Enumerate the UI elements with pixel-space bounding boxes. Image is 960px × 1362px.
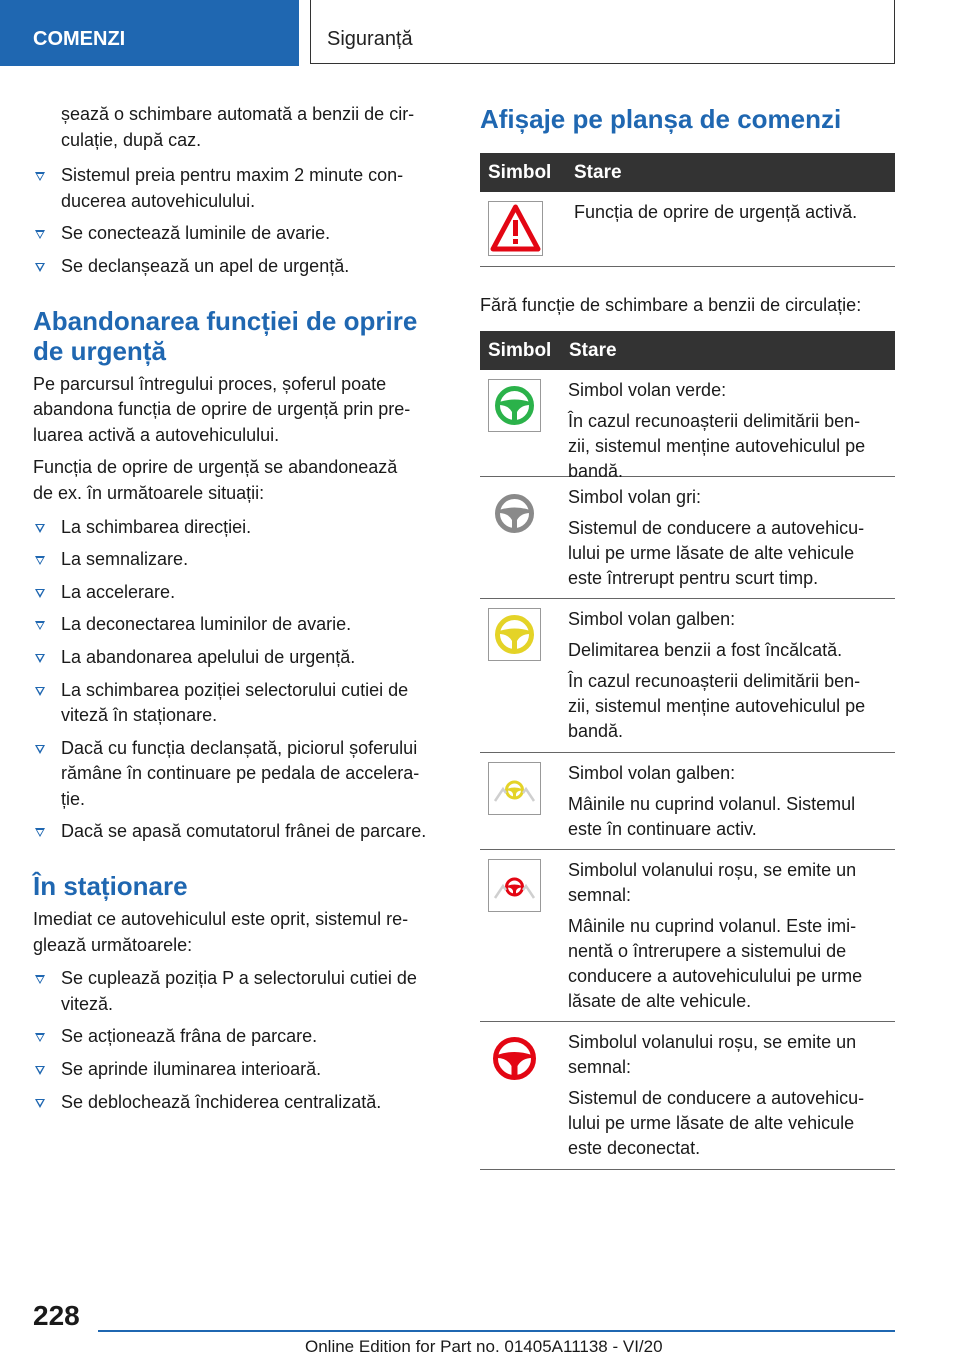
row-state: [568, 477, 895, 591]
list-item-text: Dacă cu funcția declanșată, piciorul șoferului rămâne în continuare pe pedala de accelera- ție.: [61, 737, 420, 809]
list-item-text: La deconectarea luminilor de avarie.: [61, 614, 352, 635]
row-state: [568, 1022, 895, 1161]
state-text: În cazul recunoașterii delimitării ben- zii, sistemul menține autovehiculul pe bandă.: [568, 410, 866, 481]
abort-heading: Abandonarea funcției de oprire de urgență: [33, 305, 418, 366]
topic-tab: Siguranță: [310, 0, 895, 64]
state-text: Sistemul de conducere a autovehicu- lului pe urme lăsate de alte vehicule este întrerupt pentru scurt timp.: [568, 517, 865, 588]
table-row: [480, 599, 895, 753]
list-item: [33, 515, 448, 541]
row-state: [568, 850, 895, 1014]
column-header-state: Stare: [574, 162, 622, 183]
left-column: [33, 102, 448, 1122]
bullet-triangle-icon: [35, 1099, 45, 1108]
list-item: [33, 1024, 448, 1050]
bullet-triangle-icon: [35, 524, 45, 533]
table-row: [480, 477, 895, 599]
list-item: [33, 254, 448, 280]
bullet-triangle-icon: [35, 654, 45, 663]
column-header-state: Stare: [569, 339, 617, 361]
list-item: [33, 645, 448, 671]
bullet-triangle-icon: [35, 621, 45, 630]
footer-divider: [98, 1330, 895, 1332]
edition-note: Online Edition for Part no. 01405A11138 - VI/20: [305, 1337, 663, 1356]
list-item: [33, 819, 448, 845]
list-item: [33, 1090, 448, 1116]
steering-wheel-red-hands-icon: [488, 859, 541, 912]
right-column: [480, 104, 895, 1170]
list-item-text: Se deblochează închiderea centralizată.: [61, 1091, 382, 1112]
bullet-triangle-icon: [35, 975, 45, 984]
list-item-text: Se conectează luminile de avarie.: [61, 223, 331, 244]
abort-paragraph-1: Pe parcursul întregului proces, șoferul poate abandona funcția de oprire de urgență prin pre- luarea activă a autovehiculului.: [33, 373, 411, 445]
abort-paragraph-2: Funcția de oprire de urgență se abandonează de ex. în următoarele situații:: [33, 457, 398, 503]
table-row: [480, 370, 895, 481]
row-state: [574, 192, 895, 225]
table-header: [480, 331, 895, 370]
list-item-text: Se cuplează poziția P a selectorului cutiei de viteză.: [61, 968, 417, 1014]
row-state: [568, 599, 895, 744]
list-item: [33, 678, 448, 729]
list-item-text: Dacă se apasă comutatorul frânei de parcare.: [61, 821, 427, 842]
state-title: Simbol volan galben:: [568, 762, 736, 783]
bullet-triangle-icon: [35, 263, 45, 272]
state-text: În cazul recunoașterii delimitării ben- zii, sistemul menține autovehiculul pe bandă.: [568, 670, 866, 741]
table-row: [480, 192, 895, 267]
steering-wheel-yellow-icon: [488, 608, 541, 661]
standstill-bullet-list: [33, 966, 448, 1115]
state-text: Mâinile nu cuprind volanul. Este imi- nentă o întrerupere a sistemului de conducere a autovehiculului pe urme lăsate de alte vehicule.: [568, 915, 863, 1011]
bullet-triangle-icon: [35, 172, 45, 181]
list-item: [33, 221, 448, 247]
list-item-text: Sistemul preia pentru maxim 2 minute con- ducerea autovehiculului.: [61, 165, 404, 211]
row-state: [568, 753, 895, 842]
list-item: [33, 163, 448, 214]
bullet-triangle-icon: [35, 1066, 45, 1075]
intro-continuation: șează o schimbare automată a benzii de cir- culație, după caz.: [61, 104, 415, 150]
table-row: [480, 850, 895, 1022]
standstill-paragraph: Imediat ce autovehiculul este oprit, sistemul re- glează următoarele:: [33, 909, 409, 955]
list-item-text: Se declanșează un apel de urgență.: [61, 255, 350, 276]
list-item: [33, 612, 448, 638]
list-item: [33, 547, 448, 573]
list-item-text: La schimbarea direcției.: [61, 516, 252, 537]
list-item-text: La schimbarea poziției selectorului cutiei de viteză în staționare.: [61, 679, 409, 726]
row-state: [568, 370, 895, 484]
steering-wheel-grey-icon: [488, 487, 541, 540]
state-text: Sistemul de conducere a autovehicu- lului pe urme lăsate de alte vehicule este deconectat.: [568, 1087, 865, 1158]
bullet-triangle-icon: [35, 589, 45, 598]
page-number: 228: [33, 1300, 80, 1331]
state-text: Mâinile nu cuprind volanul. Sistemul este în continuare activ.: [568, 793, 856, 839]
column-header-symbol: Simbol: [488, 339, 552, 361]
steering-wheel-yellow-hands-icon: [488, 762, 541, 815]
bullet-triangle-icon: [35, 828, 45, 837]
abort-bullet-list: [33, 515, 448, 846]
state-text: Funcția de oprire de urgență activă.: [574, 202, 858, 222]
list-item: [33, 736, 448, 813]
state-title: Simbolul volanului roșu, se emite un semnal:: [568, 859, 857, 905]
list-item-text: Se acționează frâna de parcare.: [61, 1026, 318, 1047]
bullet-triangle-icon: [35, 687, 45, 696]
standstill-heading: În staționare: [33, 871, 188, 902]
state-title: Simbolul volanului roșu, se emite un semnal:: [568, 1031, 857, 1077]
table-row: [480, 1022, 895, 1170]
state-title: Simbol volan galben:: [568, 608, 736, 629]
list-item: [33, 966, 448, 1017]
list-item: [33, 580, 448, 606]
list-item-text: La semnalizare.: [61, 549, 189, 570]
no-lane-change-label: Fără funcție de schimbare a benzii de circulație:: [480, 295, 862, 315]
status-table-1: [480, 153, 895, 267]
bullet-triangle-icon: [35, 745, 45, 754]
list-item: [33, 1057, 448, 1083]
state-text: Delimitarea benzii a fost încălcată.: [568, 639, 843, 660]
steering-wheel-green-icon: [488, 379, 541, 432]
bullet-triangle-icon: [35, 1033, 45, 1042]
display-heading: Afișaje pe planșa de comenzi: [480, 104, 842, 134]
table-row: [480, 753, 895, 850]
column-header-symbol: Simbol: [488, 162, 552, 183]
table-header: [480, 153, 895, 192]
state-title: Simbol volan gri:: [568, 486, 702, 507]
bullet-triangle-icon: [35, 230, 45, 239]
steering-wheel-red-icon: [488, 1032, 541, 1085]
bullet-triangle-icon: [35, 556, 45, 565]
list-item-text: La abandonarea apelului de urgență.: [61, 646, 356, 667]
status-table-2: [480, 331, 895, 1170]
section-tab: COMENZI: [0, 0, 299, 66]
warning-triangle-icon: [488, 201, 543, 256]
list-item-text: La accelerare.: [61, 581, 176, 602]
intro-bullet-list: [33, 163, 448, 279]
list-item-text: Se aprinde iluminarea interioară.: [61, 1059, 322, 1080]
state-title: Simbol volan verde:: [568, 379, 727, 400]
